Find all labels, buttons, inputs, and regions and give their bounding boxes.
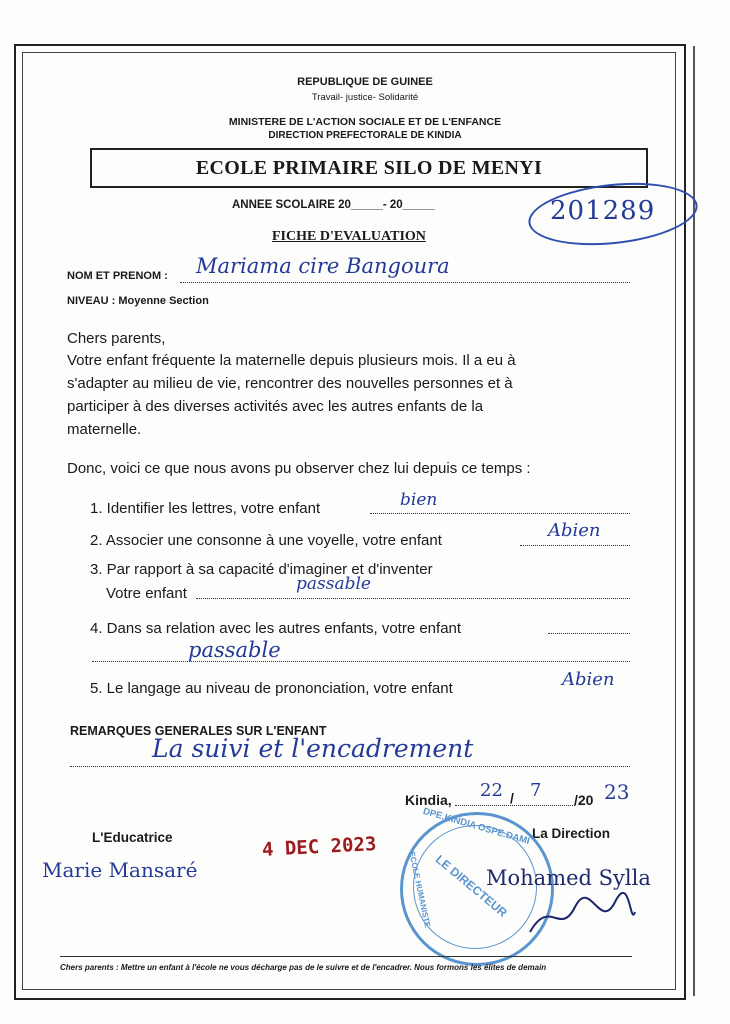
form-title: FICHE D'EVALUATION [272,229,426,244]
motto: Travail- justice- Solidarité [311,92,419,103]
date-month: 7 [530,780,542,801]
footer-rule [60,956,632,957]
item-3-label: 3. Par rapport à sa capacité d'imaginer et d'inventer [90,561,433,578]
item-3-value: passable [296,574,371,594]
item-5-label: 5. Le langage au niveau de prononciation, votre enfant [90,680,453,697]
round-stamp-middle: LE DIRECTEUR [432,852,510,920]
country-title: REPUBLIQUE DE GUINEE [297,76,433,88]
item-4-line [548,619,630,634]
date-place: Kindia, [405,792,452,808]
student-level: NIVEAU : Moyenne Section [67,295,209,307]
item-4-value: passable [188,638,281,662]
item-2-value: Abien [548,520,601,541]
observations-intro: Donc, voici ce que nous avons pu observer chez lui depuis ce temps : [67,460,531,477]
intro-line-4: maternelle. [67,421,142,438]
educatrice-label: L'Educatrice [92,830,173,845]
intro-line-2: s'adapter au milieu de vie, rencontrer des nouvelles personnes et à [67,375,513,392]
remarks-title: REMARQUES GENERALES SUR L'ENFANT [70,724,327,738]
date-line [455,791,575,806]
remarks-value: La suivi et l'encadrement [152,734,474,763]
student-name: Mariama cire Bangoura [196,254,450,278]
intro-line-3: participer à des diverses activités avec les autres enfants de la [67,398,484,415]
greeting: Chers parents, [67,330,166,347]
item-3-label-2: Votre enfant [106,585,187,602]
date-stamp: 4 DEC 2023 [261,833,377,861]
item-5-value: Abien [562,669,615,690]
page-edge [693,46,695,996]
item-1-label: 1. Identifier les lettres, votre enfant [90,500,321,517]
item-2-label: 2. Associer une consonne à une voyelle, votre enfant [90,532,442,549]
record-number: 201289 [550,196,656,226]
intro-line-1: Votre enfant fréquente la maternelle depuis plusieurs mois. Il a eu à [67,352,516,369]
direction-signature: Mohamed Sylla [486,866,651,890]
item-3-line [196,585,630,599]
footer-note: Chers parents : Mettre un enfant à l'école ne vous décharge pas de le suivre et de l'encadrer. Nous formons les élites de demain [60,963,547,972]
school-name: ECOLE PRIMAIRE SILO DE MENYI [195,156,543,179]
direction-label: La Direction [532,826,611,841]
round-stamp-top: DPE.KINDIA OSPE.DAMI [421,805,531,848]
date-day: 22 [480,780,503,801]
item-4-label: 4. Dans sa relation avec les autres enfants, votre enfant [90,620,462,637]
item-4-line-2 [92,649,630,662]
round-stamp-side: ECOLE HUMANISTE [407,850,433,929]
item-1-value: bien [400,490,438,510]
name-label: NOM ET PRENOM : [67,270,168,282]
ministry: MINISTERE DE L'ACTION SOCIALE ET DE L'ENFANCE [228,116,502,128]
school-name-box [90,148,648,188]
direction: DIRECTION PREFECTORALE DE KINDIA [268,130,462,141]
date-year-suffix: 23 [604,780,630,804]
date-year-prefix: /20 [574,792,594,808]
school-year: ANNEE SCOLAIRE 20_____- 20_____ [232,199,435,211]
educatrice-signature: Marie Mansaré [42,858,198,882]
signature-scribble [520,892,640,942]
